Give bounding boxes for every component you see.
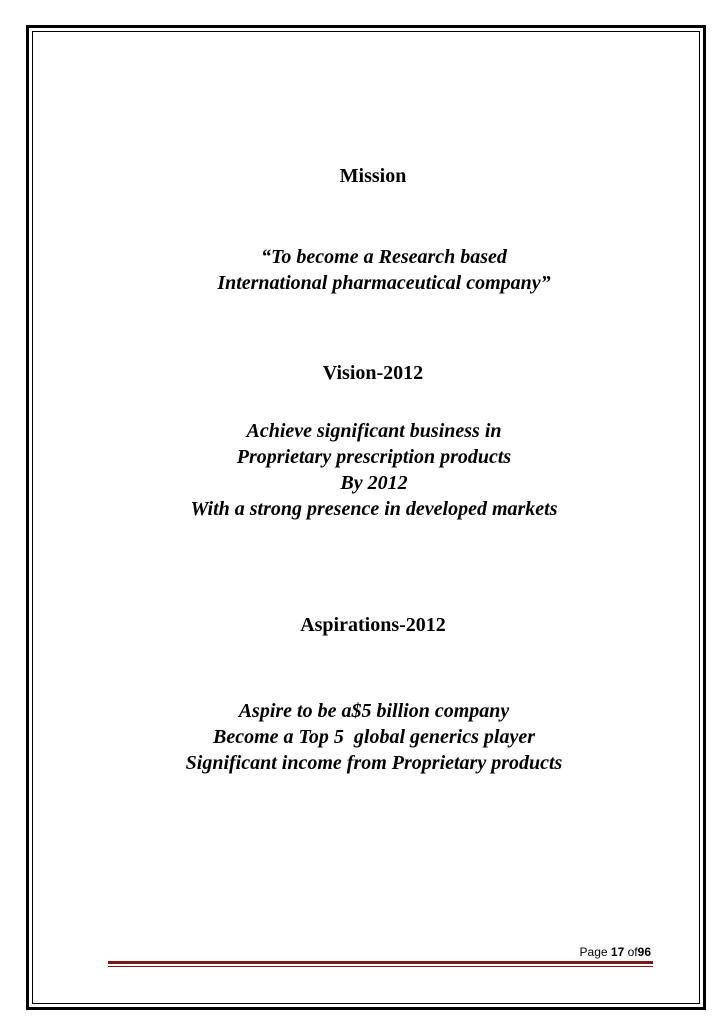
- mission-heading: Mission: [339, 165, 407, 187]
- of-label: of: [627, 945, 638, 959]
- aspirations-statement: [100, 698, 648, 776]
- current-page-number: 17: [610, 945, 625, 959]
- page-number-footer: [580, 944, 651, 960]
- vision-line: Achieve significant business in: [246, 420, 502, 442]
- vision-line: By 2012: [340, 472, 408, 494]
- page-label: Page: [579, 945, 608, 959]
- mission-statement: [110, 244, 658, 296]
- aspirations-heading: Aspirations-2012: [300, 614, 446, 636]
- aspirations-line: Aspire to be a$5 billion company: [238, 700, 510, 722]
- vision-heading: Vision-2012: [322, 362, 424, 384]
- footer-rule: [108, 961, 653, 964]
- total-pages: 96: [637, 945, 651, 959]
- vision-statement: [100, 418, 648, 522]
- mission-line: “To become a Research based: [261, 246, 507, 268]
- aspirations-line: Become a Top 5 global generics player: [213, 726, 535, 748]
- vision-line: With a strong presence in developed markets: [190, 498, 558, 520]
- vision-line: Proprietary prescription products: [236, 446, 512, 468]
- footer-rule-thin: [108, 966, 653, 967]
- aspirations-line: Significant income from Proprietary products: [185, 752, 563, 774]
- mission-line: International pharmaceutical company”: [217, 272, 551, 294]
